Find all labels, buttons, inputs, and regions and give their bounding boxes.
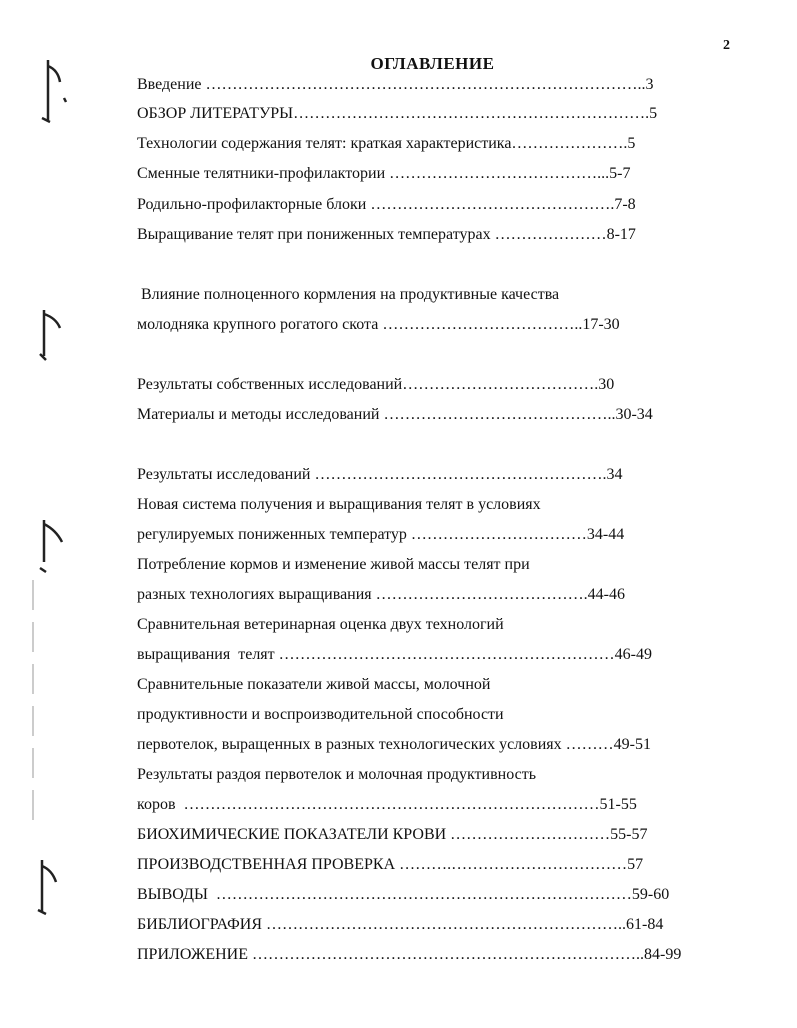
- toc-line-regulated-temperatures: регулируемых пониженных температур ……………………………34-44: [137, 526, 625, 543]
- toc-line-feed-consumption: Потребление кормов и изменение живой массы телят при: [137, 556, 530, 573]
- binding-mark-icon: [36, 52, 76, 132]
- binding-mark-icon: [28, 856, 68, 926]
- toc-line-veterinary-assessment: Сравнительная ветеринарная оценка двух технологий: [137, 616, 504, 633]
- toc-line-heifers: первотелок, выращенных в разных технологических условиях ………49-51: [137, 736, 651, 753]
- toc-line-housing-technologies: Технологии содержания телят: краткая характеристика………………….5: [137, 135, 636, 152]
- toc-line-young-cattle: молодняка крупного рогатого скота ………………………………..17-30: [137, 316, 620, 333]
- margin-line: [30, 580, 36, 820]
- toc-line-appendix: ПРИЛОЖЕНИЕ ………………………………………………………………..84-99: [137, 946, 682, 963]
- binding-mark-icon: [30, 300, 70, 370]
- toc-line-bibliography: БИБЛИОГРАФИЯ …………………………………………………………..61-84: [137, 916, 664, 933]
- toc-line-rearing-technologies: разных технологиях выращивания ………………………………….44-46: [137, 586, 625, 603]
- toc-line-production-check: ПРОИЗВОДСТВЕННАЯ ПРОВЕРКА ……….……………………………57: [137, 856, 644, 873]
- toc-line-productivity: продуктивности и воспроизводительной способности: [137, 706, 504, 723]
- toc-line-maternity-blocks: Родильно-профилакторные блоки ……………………………………….7-8: [137, 196, 636, 213]
- page-title: ОГЛАВЛЕНИЕ: [370, 54, 495, 73]
- toc-line-introduction: Введение ………………………………………………………………………..3: [137, 76, 654, 93]
- toc-line-literature-review: ОБЗОР ЛИТЕРАТУРЫ………………………………………………………….5: [137, 105, 658, 122]
- toc-line-materials-methods: Материалы и методы исследований ……………………………………..30-34: [137, 406, 653, 423]
- toc-line-calf-rearing: выращивания телят ………………………………………………………46-49: [137, 646, 652, 663]
- toc-line-research-results: Результаты исследований ……………………………………………….34: [137, 466, 623, 483]
- toc-line-blood-indicators: БИОХИМИЧЕСКИЕ ПОКАЗАТЕЛИ КРОВИ …………………………55-57: [137, 826, 648, 843]
- toc-line-conclusions: ВЫВОДЫ ……………………………………………………………………59-60: [137, 886, 670, 903]
- toc-line-comparative-indicators: Сравнительные показатели живой массы, молочной: [137, 676, 491, 693]
- toc-line-own-research: Результаты собственных исследований……………………………….30: [137, 376, 615, 393]
- toc-line-low-temperatures: Выращивание телят при пониженных температурах …………………8-17: [137, 226, 636, 243]
- toc-line-new-system: Новая система получения и выращивания телят в условиях: [137, 496, 541, 513]
- toc-line-cows: коров ……………………………………………………………………51-55: [137, 796, 637, 813]
- toc-line-calf-barns: Сменные телятники-профилактории …………………………………...5-7: [137, 165, 631, 182]
- toc-line-feeding-influence: Влияние полноценного кормления на продуктивные качества: [137, 286, 560, 303]
- toc-line-milking-results: Результаты раздоя первотелок и молочная продуктивность: [137, 766, 537, 783]
- binding-mark-icon: [30, 512, 70, 582]
- page-number: 2: [723, 38, 730, 53]
